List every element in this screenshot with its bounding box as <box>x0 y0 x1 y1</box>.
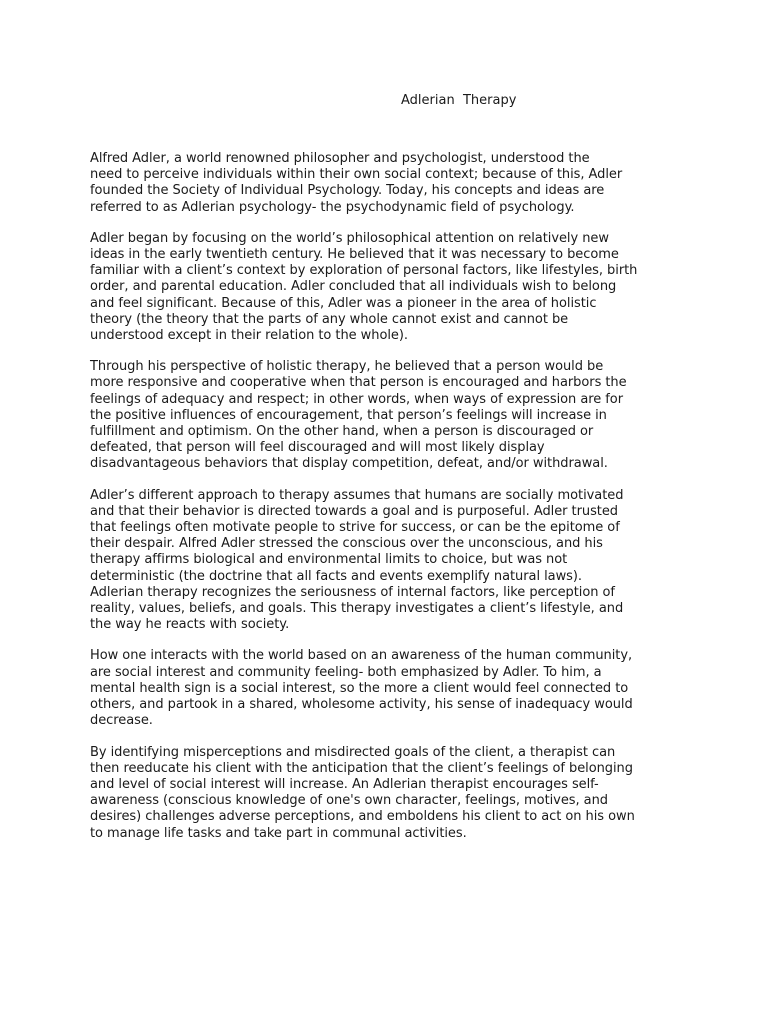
paragraph-5: How one interacts with the world based on an awareness of the human community, are social interest and community feeling- both emphasized by Adler. To him, a mental health sign is a social interest, so the more a client would feel connected to others, and partook in a shared, wholesome activity, his sense of inadequacy would decrease. <box>90 648 633 729</box>
document-body <box>90 151 690 857</box>
document-title: Adlerian Therapy <box>401 93 517 108</box>
paragraph-4: Adler’s different approach to therapy assumes that humans are socially motivated and that their behavior is directed towards a goal and is purposeful. Adler trusted that feelings often motivate people to strive for success, or can be the epitome of their despair. Alfred Adler stressed the conscious over the unconscious, and his therapy affirms biological and environmental limits to choice, but was not deterministic (the doctrine that all facts and events exemplify natural laws). Adlerian therapy recognizes the seriousness of internal factors, like perception of reality, values, beliefs, and goals. This therapy investigates a client’s lifestyle, and the way he reacts with society. <box>90 487 624 633</box>
paragraph-2: Adler began by focusing on the world’s philosophical attention on relatively new ideas in the early twentieth century. He believed that it was necessary to become familiar with a client’s context by exploration of personal factors, like lifestyles, birth order, and parental education. Adler concluded that all individuals wish to belong and feel significant. Because of this, Adler was a pioneer in the area of holistic theory (the theory that the parts of any whole cannot exist and cannot be understood except in their relation to the whole). <box>90 230 638 344</box>
paragraph-6: By identifying misperceptions and misdirected goals of the client, a therapist can then reeducate his client with the anticipation that the client’s feelings of belonging and level of social interest will increase. An Adlerian therapist encourages self- awareness (conscious knowledge of one's own character, feelings, motives, and desires) challenges adverse perceptions, and emboldens his client to act on his own to manage life tasks and take part in communal activities. <box>90 744 635 841</box>
paragraph-3: Through his perspective of holistic therapy, he believed that a person would be more responsive and cooperative when that person is encouraged and harbors the feelings of adequacy and respect; in other words, when ways of expression are for the positive influences of encouragement, that person’s feelings will increase in fulfillment and optimism. On the other hand, when a person is discouraged or defeated, that person will feel discouraged and will most likely display disadvantageous behaviors that display competition, defeat, and/or withdrawal. <box>90 359 627 472</box>
paragraph-1: Alfred Adler, a world renowned philosopher and psychologist, understood the need to perceive individuals within their own social context; because of this, Adler founded the Society of Individual Psychology. Today, his concepts and ideas are referred to as Adlerian psychology- the psychodynamic field of psychology. <box>90 151 623 215</box>
